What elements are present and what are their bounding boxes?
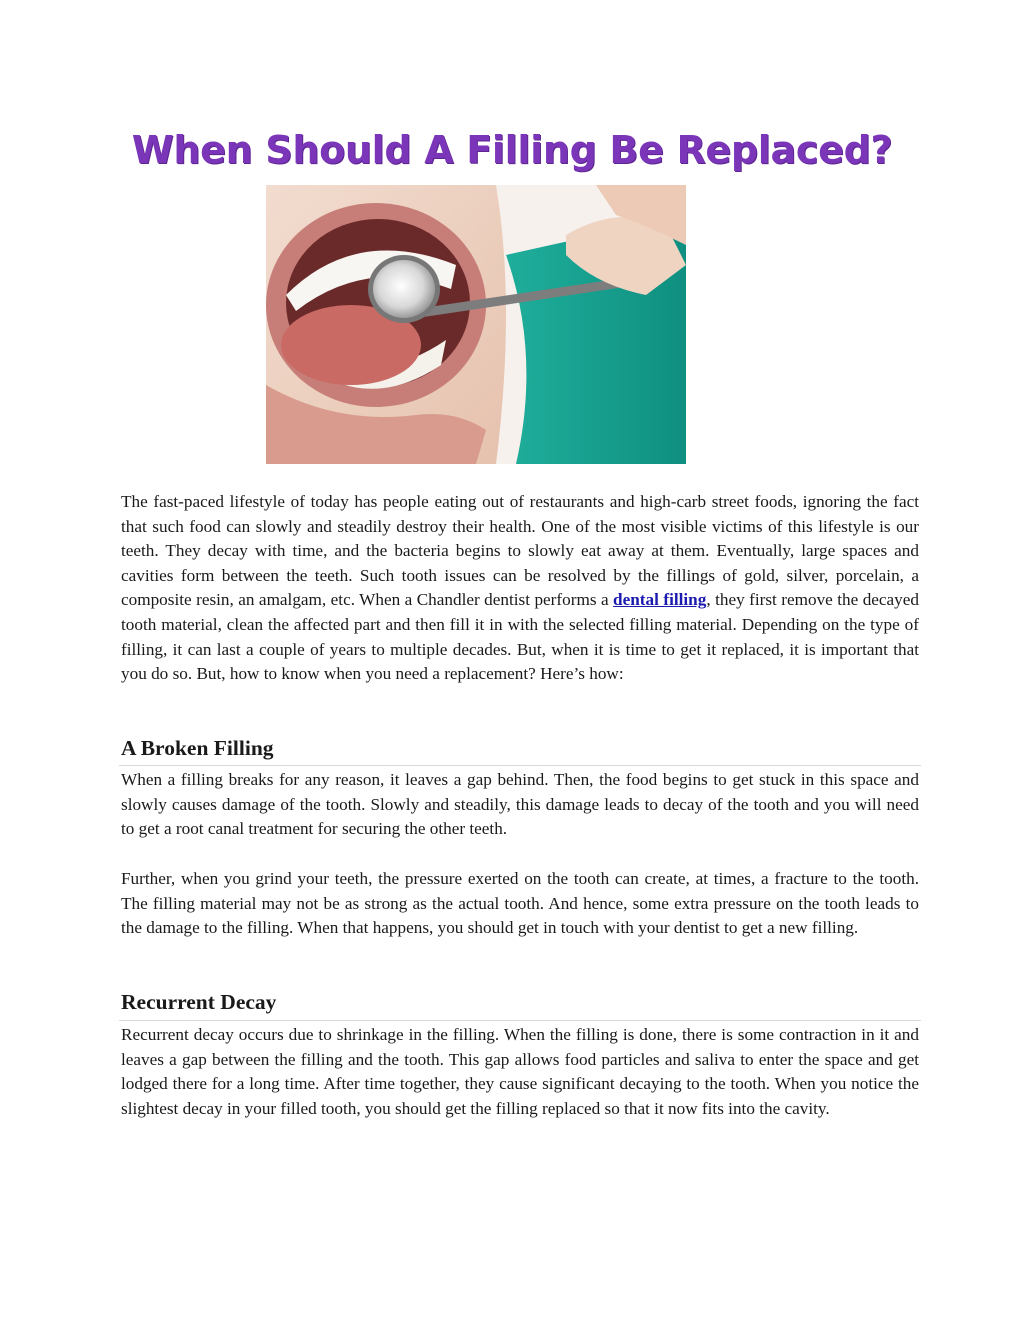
section-divider xyxy=(119,1020,921,1021)
dental-filling-link[interactable]: dental filling xyxy=(613,590,707,610)
section-heading-broken-filling: A Broken Filling xyxy=(121,736,274,760)
dental-exam-photo xyxy=(266,185,686,464)
section-divider xyxy=(119,765,921,766)
intro-text-start: The fast-paced lifestyle of today has people eating out of restaurants and high-carb street foods, ignoring the fact that such food can slowly and steadily destroy their health. One of the most visible victims of this lifestyle is our teeth. They decay with time, and the bacteria begins to slowly eat away at them. Eventually, large spaces and cavities form between the teeth. Such tooth issues can be resolved by the fillings of gold, silver, porcelain, a composite resin, an amalgam, etc. When a Chandler dentist performs a xyxy=(121,492,919,610)
intro-paragraph xyxy=(121,490,919,687)
page-title: When Should A Filling Be Replaced? xyxy=(131,128,893,172)
recurrent-decay-paragraph: Recurrent decay occurs due to shrinkage in the filling. When the filling is done, there is some contraction in it and leaves a gap between the filling and the tooth. This gap allows food particles and saliva to enter the space and get lodged there for a long time. After time together, they cause significant decaying to the tooth. When you notice the slightest decay in your filled tooth, you should get the filling replaced so that it now fits into the cavity. xyxy=(121,1025,919,1118)
intro-text-end: , they first remove the decayed tooth material, clean the affected part and then fill it in with the selected filling material. Depending on the type of filling, it can last a couple of years to multiple decades. But, when it is time to get it replaced, it is important that you do so. But, how to know when you need a replacement? Here’s how: xyxy=(121,590,919,684)
broken-filling-paragraph-1: When a filling breaks for any reason, it leaves a gap behind. Then, the food begins to get stuck in this space and slowly causes damage of the tooth. Slowly and steadily, this damage leads to decay of the tooth and you will need to get a root canal treatment for securing the other teeth. xyxy=(121,770,919,839)
section-heading-recurrent-decay: Recurrent Decay xyxy=(121,990,277,1014)
broken-filling-paragraph-2: Further, when you grind your teeth, the pressure exerted on the tooth can create, at times, a fracture to the tooth. The filling material may not be as strong as the actual tooth. And hence, some extra pressure on the tooth leads to the damage to the filling. When that happens, you should get in touch with your dentist to get a new filling. xyxy=(121,869,919,938)
